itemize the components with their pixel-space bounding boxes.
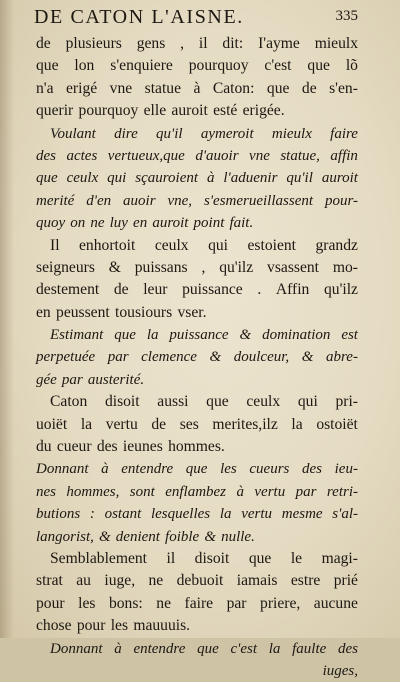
text-line: seigneurs & puissans , qu'ilz vsassent mo- <box>36 258 358 276</box>
text-line: pour les bons: ne faire par priere, aucune <box>36 594 358 612</box>
text-line: langorist, & denient foible & nulle. <box>36 528 255 545</box>
text-line: quoy on ne luy en auroit point fait. <box>36 215 254 232</box>
text-block <box>36 33 358 682</box>
text-line: que lon s'enquiere pourquoy c'est que lõ <box>36 57 358 75</box>
text-line: que ceulx qui sçauroient à l'aduenir qu'il auroit <box>36 170 358 187</box>
page-number: 335 <box>335 8 358 24</box>
text-line: Donnant à entendre que c'est la faulte des <box>50 640 358 657</box>
text-line: du cueur des ieunes hommes. <box>36 438 225 456</box>
text-line: Voulant dire qu'il aymeroit mieulx faire <box>50 125 358 142</box>
text-line: de plusieurs gens , il dit: I'ayme mieulx <box>36 35 358 52</box>
text-line: perpetuée par clemence & doulceur, & abre- <box>36 349 358 366</box>
running-head: DE CATON L'AISNE. <box>34 6 244 28</box>
page-header <box>0 6 400 32</box>
text-line: strat au iuge, ne debuoit iamais estre prié <box>36 572 358 590</box>
text-line: n'a erigé vne statue à Caton: que de s'en- <box>36 79 358 97</box>
text-line: Estimant que la puissance & domination est <box>50 327 358 344</box>
text-line: Il enhortoit ceulx qui estoient grandz <box>50 236 358 254</box>
text-line: uoiët la vertu de ses merites,ilz la ostoiët <box>36 415 358 433</box>
text-line: iuges, <box>322 662 358 679</box>
text-line: merité d'en auoir vne, s'esmerueillassent pour- <box>36 192 358 209</box>
text-line: Semblablement il disoit que le magi- <box>50 549 358 567</box>
text-line: nes hommes, sont enflambez à vertu par retri- <box>36 483 358 500</box>
text-line: butions : ostant lesquelles la vertu mesme s'al- <box>36 506 358 523</box>
text-line: chose pour les mauuuis. <box>36 617 191 635</box>
text-line: en peussent tousiours vser. <box>36 303 207 321</box>
text-line: Donnant à entendre que les cueurs des ieu- <box>36 461 358 478</box>
text-line: gée par austerité. <box>36 371 145 388</box>
text-line: destement de leur puissance . Affin qu'ilz <box>36 281 358 299</box>
text-line: des actes vertueux,que d'auoir vne statue, affin <box>36 147 358 164</box>
text-line: querir pourquoy elle auroit esté erigée. <box>36 102 285 120</box>
text-line: Caton disoit aussi que ceulx qui pri- <box>50 393 358 411</box>
